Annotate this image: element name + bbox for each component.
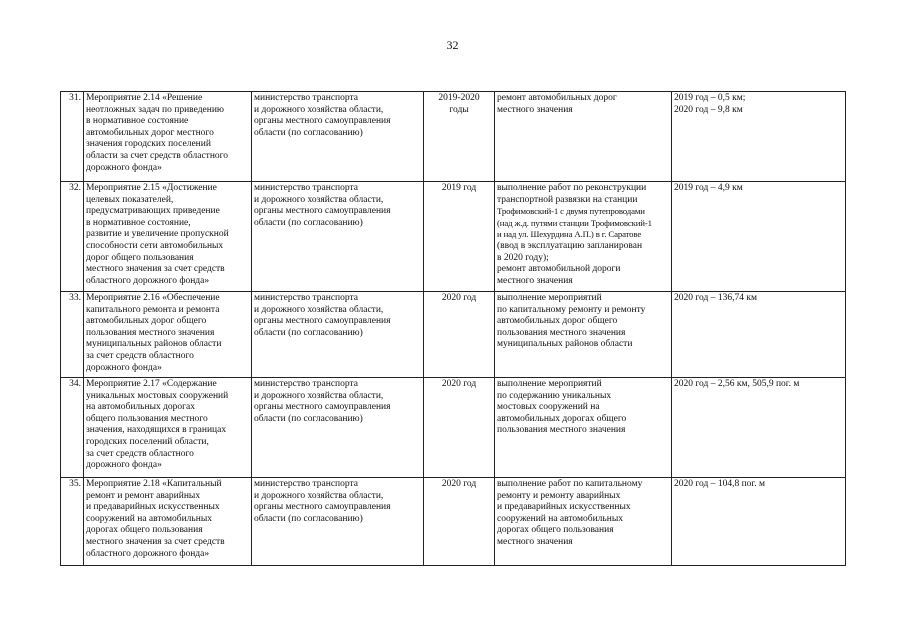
event-cell-line: муниципальных районов области xyxy=(86,339,222,350)
executor-cell-line: области (по согласованию) xyxy=(254,413,363,424)
indicator-cell-line: 2020 год – 136,74 км xyxy=(674,293,757,303)
event-cell-line: автомобильных дорог общего xyxy=(86,316,207,327)
period-cell-line: годы xyxy=(449,104,469,115)
event-cell xyxy=(84,182,252,292)
result-cell-line: выполнение работ по реконструкции xyxy=(497,183,647,193)
executor-cell-line: области (по согласованию) xyxy=(254,513,363,524)
result-cell xyxy=(495,182,672,292)
row-number xyxy=(61,378,84,478)
event-cell-line: предусматривающих приведение xyxy=(86,206,220,217)
event-cell-line: областного дорожного фонда» xyxy=(86,275,210,286)
event-cell-line: целевых показателей, xyxy=(86,194,174,205)
indicator-cell-line: 2020 год – 2,56 км, 505,9 пог. м xyxy=(674,379,800,389)
indicator-cell xyxy=(672,182,846,292)
measures-table xyxy=(60,91,846,566)
event-cell-line: Мероприятие 2.18 «Капитальный xyxy=(86,479,222,489)
event-cell-line: на автомобильных дорогах xyxy=(86,402,196,413)
row-number-line: 31. xyxy=(69,93,81,103)
event-cell-line: и предаварийных искусственных xyxy=(86,502,220,513)
event-cell-line: дорогах общего пользования xyxy=(86,525,203,536)
executor-cell-line: и дорожного хозяйства области, xyxy=(254,490,384,501)
event-cell-line: значения, находящихся в границах xyxy=(86,425,227,436)
result-cell-line: ремонт автомобильной дороги xyxy=(497,264,621,275)
period-cell-line: 2020 год xyxy=(441,379,477,389)
result-cell-line: ремонт автомобильных дорог xyxy=(497,93,617,103)
executor-cell-line: органы местного самоуправления xyxy=(254,316,391,327)
result-cell-line: (над ж.д. путями станции Трофимовский-1 xyxy=(497,217,652,228)
result-cell-line: местного значения xyxy=(497,104,573,115)
event-cell-line: местного значения за счет средств xyxy=(86,264,225,275)
event-cell xyxy=(84,92,252,182)
executor-cell xyxy=(252,292,424,378)
result-cell xyxy=(495,478,672,566)
result-cell-line: сооружений на автомобильных xyxy=(497,513,623,524)
row-number xyxy=(61,92,84,182)
result-cell-line: Трофимовский-1 с двумя путепроводами xyxy=(497,206,645,217)
period-cell xyxy=(424,292,495,378)
result-cell-line: местного значения xyxy=(497,536,573,547)
executor-cell-line: области (по согласованию) xyxy=(254,327,363,338)
result-cell-line: автомобильных дорог общего xyxy=(497,316,618,327)
event-cell-line: в нормативное состояние xyxy=(86,116,189,127)
result-cell-line: ремонту и ремонту аварийных xyxy=(497,490,621,501)
event-cell-line: развитие и увеличение пропускной xyxy=(86,229,229,240)
executor-cell xyxy=(252,478,424,566)
table-row xyxy=(61,378,846,478)
event-cell-line: за счет средств областного xyxy=(86,448,194,459)
table-row xyxy=(61,182,846,292)
indicator-cell-line: 2020 год – 104,8 пог. м xyxy=(674,479,766,489)
table-row xyxy=(61,92,846,182)
event-cell-line: городских поселений области, xyxy=(86,436,209,447)
event-cell-line: местного значения за счет средств xyxy=(86,536,225,547)
indicator-cell-line: 2020 год – 9,8 км xyxy=(674,104,743,115)
executor-cell xyxy=(252,92,424,182)
executor-cell-line: области (по согласованию) xyxy=(254,217,363,228)
event-cell-line: дорожного фонда» xyxy=(86,460,162,471)
event-cell-line: способности сети автомобильных xyxy=(86,240,224,251)
row-number xyxy=(61,292,84,378)
row-number xyxy=(61,182,84,292)
executor-cell-line: органы местного самоуправления xyxy=(254,206,391,217)
executor-cell-line: и дорожного хозяйства области, xyxy=(254,304,384,315)
event-cell-line: дорог общего пользования xyxy=(86,252,194,263)
row-number-line: 35. xyxy=(69,479,81,489)
event-cell-line: общего пользования местного xyxy=(86,413,208,424)
executor-cell-line: и дорожного хозяйства области, xyxy=(254,194,384,205)
row-number xyxy=(61,478,84,566)
event-cell-line: сооружений на автомобильных xyxy=(86,513,212,524)
event-cell-line: за счет средств областного xyxy=(86,350,194,361)
result-cell xyxy=(495,292,672,378)
period-cell-line: 2019 год xyxy=(441,183,477,193)
event-cell-line: значения городских поселений xyxy=(86,139,211,150)
row-number-line: 33. xyxy=(69,293,81,303)
executor-cell-line: органы местного самоуправления xyxy=(254,116,391,127)
result-cell-line: и над ул. Шехурдина А.П.) в г. Саратове xyxy=(497,229,642,240)
executor-cell-line: и дорожного хозяйства области, xyxy=(254,104,384,115)
event-cell-line: Мероприятие 2.15 «Достижение xyxy=(86,183,217,193)
result-cell-line: муниципальных районов области xyxy=(497,339,633,350)
indicator-cell xyxy=(672,92,846,182)
executor-cell-line: органы местного самоуправления xyxy=(254,402,391,413)
executor-cell-line: органы местного самоуправления xyxy=(254,502,391,513)
period-cell xyxy=(424,478,495,566)
result-cell-line: (ввод в эксплуатацию запланирован xyxy=(497,240,643,251)
indicator-cell xyxy=(672,378,846,478)
event-cell-line: капитального ремонта и ремонта xyxy=(86,304,220,315)
result-cell-line: в 2020 году); xyxy=(497,252,549,263)
event-cell-line: уникальных мостовых сооружений xyxy=(86,390,229,401)
event-cell-line: дорожного фонда» xyxy=(86,362,162,373)
result-cell-line: по содержанию уникальных xyxy=(497,390,612,401)
executor-cell-line: области (по согласованию) xyxy=(254,127,363,138)
event-cell-line: автомобильных дорог местного xyxy=(86,127,214,138)
period-cell xyxy=(424,378,495,478)
executor-cell xyxy=(252,378,424,478)
result-cell-line: автомобильных дорогах общего xyxy=(497,413,627,424)
period-cell xyxy=(424,92,495,182)
period-cell xyxy=(424,182,495,292)
result-cell-line: транспортной развязки на станции xyxy=(497,194,638,205)
executor-cell xyxy=(252,182,424,292)
table-row xyxy=(61,292,846,378)
event-cell xyxy=(84,378,252,478)
page-number: 32 xyxy=(446,38,459,52)
indicator-cell xyxy=(672,478,846,566)
result-cell-line: выполнение мероприятий xyxy=(497,293,602,303)
event-cell-line: ремонт и ремонт аварийных xyxy=(86,490,201,501)
executor-cell-line: министерство транспорта xyxy=(254,479,358,489)
executor-cell-line: министерство транспорта xyxy=(254,293,358,303)
result-cell-line: по капитальному ремонту и ремонту xyxy=(497,304,646,315)
indicator-cell-line: 2019 год – 4,9 км xyxy=(674,183,743,193)
executor-cell-line: министерство транспорта xyxy=(254,379,358,389)
period-cell-line: 2020 год xyxy=(441,479,477,489)
result-cell-line: местного значения xyxy=(497,275,573,286)
result-cell xyxy=(495,378,672,478)
event-cell-line: неотложных задач по приведению xyxy=(86,104,225,115)
event-cell-line: пользования местного значения xyxy=(86,327,215,338)
result-cell-line: и предаварийных искусственных xyxy=(497,502,631,513)
period-cell-line: 2020 год xyxy=(441,293,477,303)
table-row xyxy=(61,478,846,566)
executor-cell-line: министерство транспорта xyxy=(254,93,358,103)
result-cell-line: выполнение работ по капитальному xyxy=(497,479,643,489)
row-number-line: 32. xyxy=(69,183,81,193)
event-cell-line: области за счет средств областного xyxy=(86,150,229,161)
event-cell-line: Мероприятие 2.16 «Обеспечение xyxy=(86,293,220,303)
result-cell-line: пользования местного значения xyxy=(497,425,626,436)
event-cell xyxy=(84,478,252,566)
event-cell-line: в нормативное состояние, xyxy=(86,217,191,228)
result-cell-line: пользования местного значения xyxy=(497,327,626,338)
event-cell-line: Мероприятие 2.17 «Содержание xyxy=(86,379,217,389)
result-cell xyxy=(495,92,672,182)
period-cell-line: 2019-2020 xyxy=(438,93,480,103)
indicator-cell xyxy=(672,292,846,378)
row-number-line: 34. xyxy=(69,379,81,389)
event-cell-line: Мероприятие 2.14 «Решение xyxy=(86,93,203,103)
result-cell-line: дорогах общего пользования xyxy=(497,525,614,536)
executor-cell-line: и дорожного хозяйства области, xyxy=(254,390,384,401)
result-cell-line: мостовых сооружений на xyxy=(497,402,600,413)
event-cell-line: дорожного фонда» xyxy=(86,162,162,173)
executor-cell-line: министерство транспорта xyxy=(254,183,358,193)
result-cell-line: выполнение мероприятий xyxy=(497,379,602,389)
indicator-cell-line: 2019 год – 0,5 км; xyxy=(674,93,746,103)
event-cell-line: областного дорожного фонда» xyxy=(86,548,210,559)
event-cell xyxy=(84,292,252,378)
